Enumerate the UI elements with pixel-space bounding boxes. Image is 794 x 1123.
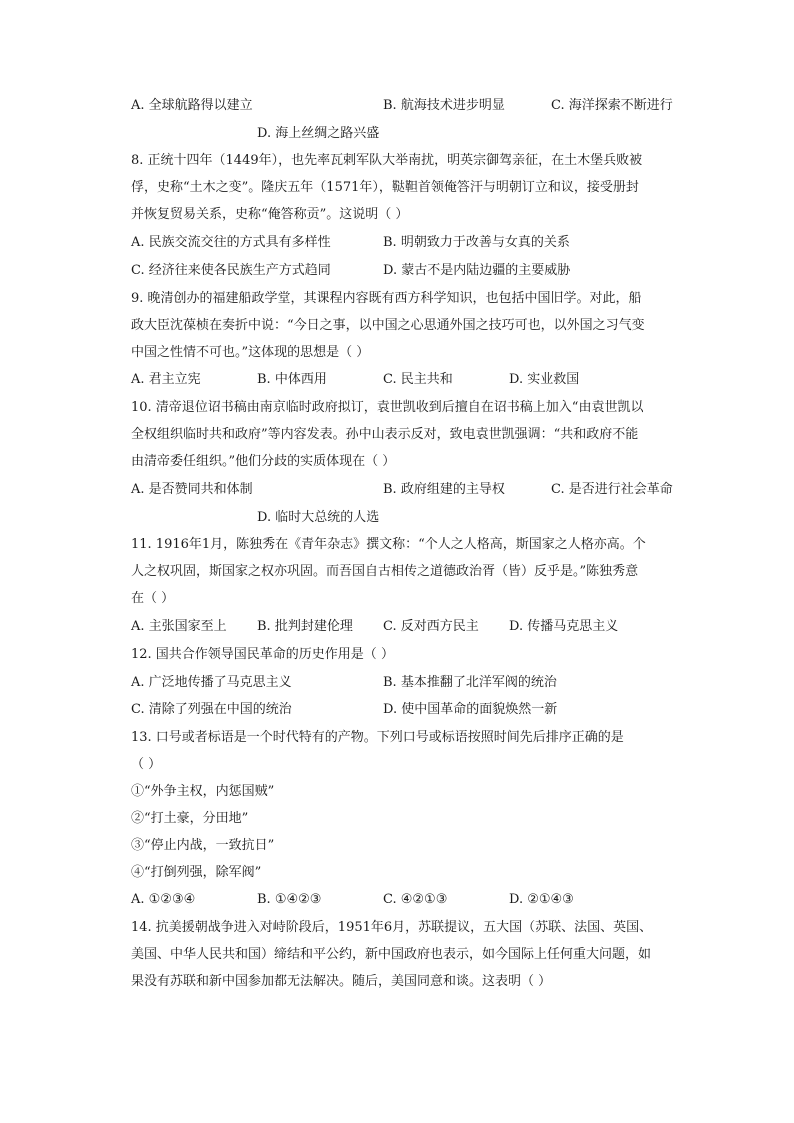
q13-option-a: A. ①②③④	[131, 892, 196, 907]
q11-stem-line-3: 在（ ）	[131, 591, 175, 606]
q12-option-d: D. 使中国革命的面貌焕然一新	[383, 702, 558, 717]
q8-option-c: C. 经济往来使各民族生产方式趋同	[131, 263, 331, 278]
q13-item-3: ③“停止内战，一致抗日”	[131, 838, 275, 853]
q9-option-a: A. 君主立宪	[131, 372, 201, 387]
q9-option-c: C. 民主共和	[383, 372, 453, 387]
q8-stem-line-2: 俘，史称“土木之变”。隆庆五年（1571年），鞑靼首领俺答汗与明朝订立和议，接受册封	[131, 180, 639, 195]
q8-stem-line-3: 并恢复贸易关系，史称“俺答称贡”。这说明（ ）	[131, 207, 409, 222]
q10-option-b: B. 政府组建的主导权	[383, 482, 505, 497]
q13-stem-line-1: 13. 口号或者标语是一个时代特有的产物。下列口号或标语按照时间先后排序正确的是	[131, 730, 624, 745]
q13-stem-line-2: （ ）	[131, 757, 162, 772]
q12-option-c: C. 清除了列强在中国的统治	[131, 702, 292, 717]
q10-stem-line-3: 由清帝委任组织。”他们分歧的实质体现在（ ）	[131, 454, 396, 469]
q13-option-d: D. ②①④③	[509, 892, 574, 907]
q13-item-1: ①“外争主权，内惩国贼”	[131, 784, 275, 799]
q10-stem-line-2: 全权组织临时共和政府”等内容发表。孙中山表示反对，致电袁世凯强调：“共和政府不能	[131, 427, 639, 442]
q9-stem-line-2: 政大臣沈葆桢在奏折中说：“今日之事，以中国之心思通外国之技巧可也，以外国之习气变	[131, 318, 645, 333]
q14-stem-line-3: 果没有苏联和新中国参加都无法解决。随后，美国同意和谈。这表明（ ）	[131, 974, 552, 989]
q7-option-a: A. 全球航路得以建立	[131, 98, 253, 113]
q10-option-a: A. 是否赞同共和体制	[131, 482, 253, 497]
q7-option-c: C. 海洋探索不断进行	[551, 98, 673, 113]
q11-stem-line-2: 人之权巩固，斯国家之权亦巩固。而吾国自古相传之道德政治胥（皆）反乎是。”陈独秀意	[131, 564, 639, 579]
q8-option-a: A. 民族交流交往的方式具有多样性	[131, 235, 331, 250]
q7-option-b: B. 航海技术进步明显	[383, 98, 505, 113]
q12-option-a: A. 广泛地传播了马克思主义	[131, 675, 292, 690]
q8-stem-line-1: 8. 正统十四年（1449年），也先率瓦剌军队大举南扰，明英宗御驾亲征，在土木堡兵败被	[131, 153, 643, 168]
q10-option-c: C. 是否进行社会革命	[551, 482, 673, 497]
q13-item-4: ④“打倒列强，除军阀”	[131, 865, 262, 880]
q11-option-a: A. 主张国家至上	[131, 619, 227, 634]
q13-option-b: B. ①④②③	[257, 892, 322, 907]
q10-option-d: D. 临时大总统的人选	[257, 510, 380, 525]
q8-option-b: B. 明朝致力于改善与女真的关系	[383, 235, 570, 250]
q11-stem-line-1: 11. 1916年1月，陈独秀在《青年杂志》撰文称：“个人之人格高，斯国家之人格亦高。个	[131, 537, 646, 552]
q11-option-d: D. 传播马克思主义	[509, 619, 619, 634]
q9-option-d: D. 实业救国	[509, 372, 580, 387]
q8-option-d: D. 蒙古不是内陆边疆的主要威胁	[383, 263, 571, 278]
q13-item-2: ②“打土豪，分田地”	[131, 811, 249, 826]
q9-stem-line-3: 中国之性情不可也。”这体现的思想是（ ）	[131, 345, 370, 360]
q7-option-d: D. 海上丝绸之路兴盛	[257, 126, 380, 141]
q14-stem-line-2: 美国、中华人民共和国）缔结和平公约，新中国政府也表示，如今国际上任何重大问题，如	[131, 947, 652, 962]
q9-option-b: B. 中体西用	[257, 372, 327, 387]
q12-option-b: B. 基本推翻了北洋军阀的统治	[383, 675, 557, 690]
q13-option-c: C. ④②①③	[383, 892, 448, 907]
q10-stem-line-1: 10. 清帝退位诏书稿由南京临时政府拟订，袁世凯收到后擅自在诏书稿上加入“由袁世凯以	[131, 400, 644, 415]
q12-stem-line-1: 12. 国共合作领导国民革命的历史作用是（ ）	[131, 647, 394, 662]
q11-option-b: B. 批判封建伦理	[257, 619, 353, 634]
q11-option-c: C. 反对西方民主	[383, 619, 479, 634]
q9-stem-line-1: 9. 晚清创办的福建船政学堂，其课程内容既有西方科学知识，也包括中国旧学。对此，船	[131, 291, 642, 306]
q14-stem-line-1: 14. 抗美援朝战争进入对峙阶段后，1951年6月，苏联提议，五大国（苏联、法国、英国、	[131, 920, 653, 935]
